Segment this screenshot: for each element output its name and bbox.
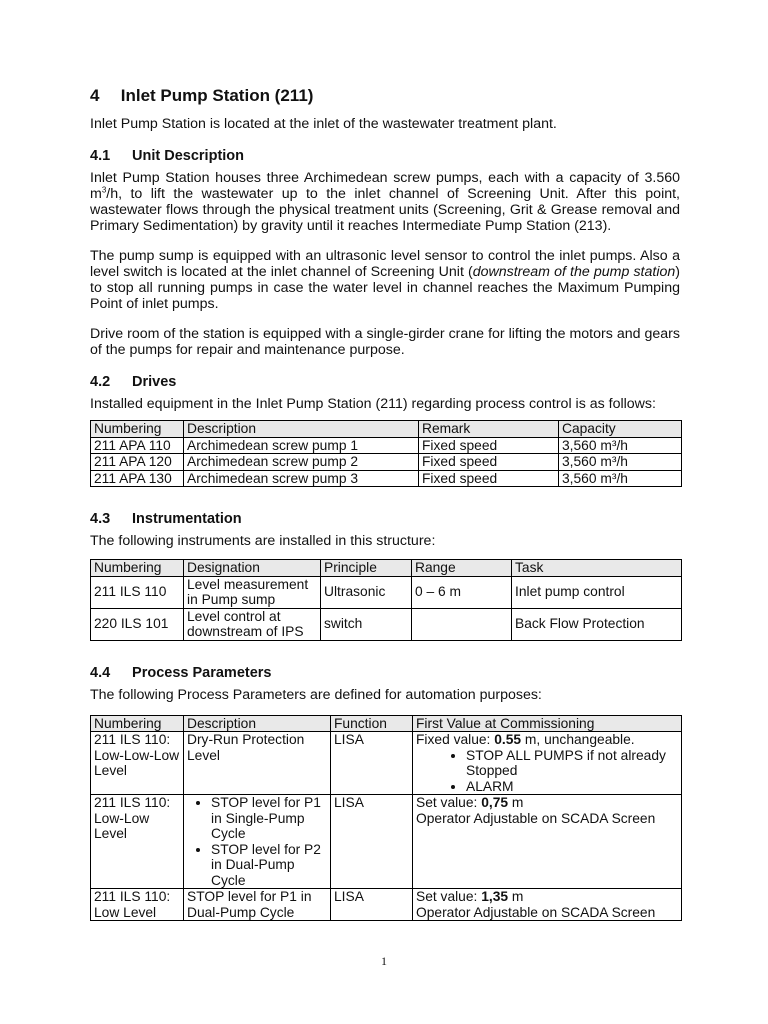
instrumentation-table	[90, 559, 682, 641]
stop-level-list	[187, 795, 327, 888]
subsection-heading-4-2	[90, 374, 680, 390]
subsection-title: Drives	[132, 374, 177, 390]
subsection-number: 4.4	[90, 664, 111, 681]
section-title: Inlet Pump Station (211)	[120, 86, 314, 105]
subsection-number: 4.3	[90, 511, 111, 527]
column-header: Principle	[321, 560, 412, 577]
table-header-row	[91, 560, 682, 577]
column-header: Function	[331, 715, 413, 732]
list-item: • STOP level for P2 in Dual-Pump Cycle	[211, 842, 327, 889]
section-number: 4	[90, 86, 100, 105]
drives-table	[90, 420, 682, 487]
subsection-number: 4.2	[90, 374, 111, 390]
table-row: 211 APA 130 Archimedean screw pump 3 Fixed speed 3,560 m³/h	[91, 470, 682, 487]
process-parameters-intro: The following Process Parameters are defined for automation purposes:	[90, 686, 542, 703]
subsection-number: 4.1	[90, 148, 111, 164]
subsection-title: Instrumentation	[132, 511, 242, 527]
table-row: 211 APA 120 Archimedean screw pump 2 Fixed speed 3,560 m³/h	[91, 454, 682, 471]
column-header: Remark	[419, 421, 559, 438]
unit-description-paragraph-1: Inlet Pump Station houses three Archimedean screw pumps, each with a capacity of 3.560 $m^3/h$, to lift the wastewater up to the inlet channel of Screening Unit. After this point, wastewater flows through the physical treatment units (Screening, Grit & Grease removal and Primary Sedimentation) by gravity until it reaches Intermediate Pump Station (213).	[90, 170, 680, 234]
section-heading	[90, 86, 680, 106]
drives-intro: Installed equipment in the Inlet Pump Station (211) regarding process control is as follows:	[90, 396, 656, 412]
subsection-title: Process Parameters	[132, 664, 272, 681]
list-item: • ALARM	[466, 779, 678, 795]
column-header: Range	[412, 560, 512, 577]
column-header: Numbering	[91, 421, 184, 438]
column-header: Numbering	[91, 560, 184, 577]
unit-description-paragraph-2: The pump sump is equipped with an ultrasonic level sensor to control the inlet pumps. Also a level switch is located at the inlet channel of Screening Unit (downstream of the pump station) to stop all running pumps in case the water level in channel reaches the Maximum Pumping Point of inlet pumps.	[90, 248, 680, 312]
subsection-heading-4-4	[90, 665, 680, 681]
column-header: Designation	[184, 560, 321, 577]
list-item: • STOP level for P1 in Single-Pump Cycle	[211, 795, 327, 842]
column-header: First Value at Commissioning	[413, 715, 682, 732]
table-header-row	[91, 715, 682, 732]
table-row: 211 ILS 110: Low Level STOP level for P1 in Dual-Pump Cycle LISA Set value: 1,35 m Operator Adjustable on SCADA Screen	[91, 889, 682, 921]
subsection-heading-4-3	[90, 511, 680, 527]
table-header-row	[91, 421, 682, 438]
document-page	[90, 82, 680, 921]
list-item: • STOP ALL PUMPS if not already Stopped	[466, 748, 678, 779]
column-header: Numbering	[91, 715, 184, 732]
instrumentation-intro: The following instruments are installed in this structure:	[90, 533, 436, 549]
table-row: 211 ILS 110: Low-Low-Low Level Dry-Run Protection Level LISA Fixed value: 0.55 m, unchangeable. • STOP ALL PUMPS if not already Stopped • ALARM	[91, 732, 682, 795]
section-intro: Inlet Pump Station is located at the inlet of the wastewater treatment plant.	[90, 116, 557, 132]
table-row: 220 ILS 101 Level control at downstream of IPS switch Back Flow Protection	[91, 608, 682, 640]
unit-description-paragraph-3: Drive room of the station is equipped with a single-girder crane for lifting the motors and gears of the pumps for repair and maintenance purpose.	[90, 326, 680, 358]
table-row: 211 ILS 110 Level measurement in Pump sump Ultrasonic 0 – 6 m Inlet pump control	[91, 576, 682, 608]
subsection-heading-4-1	[90, 148, 680, 164]
table-row: 211 ILS 110: Low-Low Level • STOP level for P1 in Single-Pump Cycle • STOP level for P2 in Dual-Pump Cycle LISA Set value: 0,75 m Operator Adjustable on SCADA Screen	[91, 795, 682, 889]
subsection-title: Unit Description	[132, 148, 245, 164]
column-header: Description	[184, 715, 331, 732]
process-parameters-table	[90, 715, 682, 922]
table-row: 211 APA 110 Archimedean screw pump 1 Fixed speed 3,560 m³/h	[91, 437, 682, 454]
column-header: Description	[184, 421, 419, 438]
page-number: 1	[381, 954, 387, 968]
column-header: Capacity	[559, 421, 682, 438]
column-header: Task	[512, 560, 682, 577]
action-list	[416, 748, 678, 795]
